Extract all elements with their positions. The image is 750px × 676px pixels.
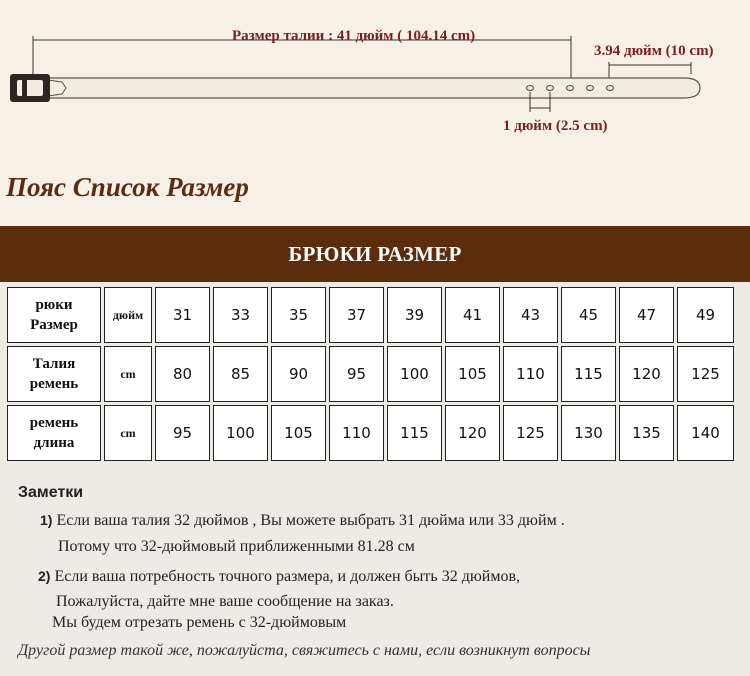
buckle-inner	[17, 80, 43, 96]
belt-strap	[48, 78, 700, 98]
size-table	[4, 284, 737, 464]
row-header-line: рюки	[35, 297, 73, 313]
size-value-cell: 35	[271, 287, 326, 343]
size-value-cell: 39	[387, 287, 442, 343]
note-2-marker: 2)	[38, 568, 51, 584]
size-value-cell: 115	[387, 405, 442, 461]
size-value-cell: 120	[619, 346, 674, 402]
table-row	[7, 405, 734, 461]
note-1-line-1	[40, 512, 565, 530]
size-value-cell: 90	[271, 346, 326, 402]
size-value-cell: 31	[155, 287, 210, 343]
size-value-cell: 130	[561, 405, 616, 461]
row-header-line: длина	[33, 435, 75, 451]
row-header	[7, 405, 101, 461]
belt-size-list-title: Пояс Список Размер	[6, 172, 249, 202]
table-row	[7, 287, 734, 343]
size-value-cell: 110	[503, 346, 558, 402]
size-value-cell: 37	[329, 287, 384, 343]
size-value-cell: 100	[387, 346, 442, 402]
waist-size-label: Размер талии : 41 дюйм ( 104.14 cm)	[232, 28, 476, 44]
row-header-line: ремень	[29, 415, 79, 431]
note-1-text-1: Если ваша талия 32 дюймов , Вы можете выбрать 31 дюйма или 33 дюйм .	[56, 512, 565, 529]
size-value-cell: 120	[445, 405, 500, 461]
size-value-cell: 135	[619, 405, 674, 461]
size-value-cell: 125	[677, 346, 734, 402]
pants-size-header: БРЮКИ РАЗМЕР	[0, 226, 750, 282]
note-2-line-1	[38, 568, 520, 586]
end-length-label: 3.94 дюйм (10 cm)	[594, 43, 714, 59]
size-value-cell: 45	[561, 287, 616, 343]
size-value-cell: 100	[213, 405, 268, 461]
hole-spacing-label: 1 дюйм (2.5 cm)	[503, 118, 608, 134]
size-value-cell: 125	[503, 405, 558, 461]
size-value-cell: 95	[155, 405, 210, 461]
unit-cell: cm	[104, 405, 152, 461]
row-header-line: ремень	[29, 376, 79, 392]
note-1-line-2: Потому что 32-дюймовый приближенными 81.28 см	[58, 538, 415, 555]
size-value-cell: 110	[329, 405, 384, 461]
size-value-cell: 105	[445, 346, 500, 402]
size-value-cell: 105	[271, 405, 326, 461]
size-value-cell: 33	[213, 287, 268, 343]
row-header	[7, 346, 101, 402]
size-value-cell: 47	[619, 287, 674, 343]
size-value-cell: 49	[677, 287, 734, 343]
size-value-cell: 85	[213, 346, 268, 402]
size-value-cell: 140	[677, 405, 734, 461]
row-header	[7, 287, 101, 343]
size-value-cell: 80	[155, 346, 210, 402]
unit-cell: дюйм	[104, 287, 152, 343]
notes-title: Заметки	[18, 484, 84, 501]
note-2-text-1: Если ваша потребность точного размера, и должен быть 32 дюймов,	[54, 568, 521, 585]
unit-cell: cm	[104, 346, 152, 402]
row-header-line: Талия	[32, 356, 76, 372]
table-row	[7, 346, 734, 402]
buckle-prong	[22, 77, 27, 99]
note-2-line-3: Мы будем отрезать ремень с 32-дюймовым	[52, 614, 347, 631]
belt-diagram	[0, 0, 750, 150]
size-value-cell: 43	[503, 287, 558, 343]
belt-illustration	[0, 0, 750, 150]
row-header-line: Размер	[30, 317, 78, 333]
note-2-line-2: Пожалуйста, дайте мне ваше сообщение на заказ.	[56, 593, 394, 610]
size-value-cell: 41	[445, 287, 500, 343]
contact-footer: Другой размер такой же, пожалуйста, свяжитесь с нами, если возникнут вопросы	[18, 642, 591, 659]
size-value-cell: 115	[561, 346, 616, 402]
note-1-marker: 1)	[40, 512, 53, 528]
size-value-cell: 95	[329, 346, 384, 402]
